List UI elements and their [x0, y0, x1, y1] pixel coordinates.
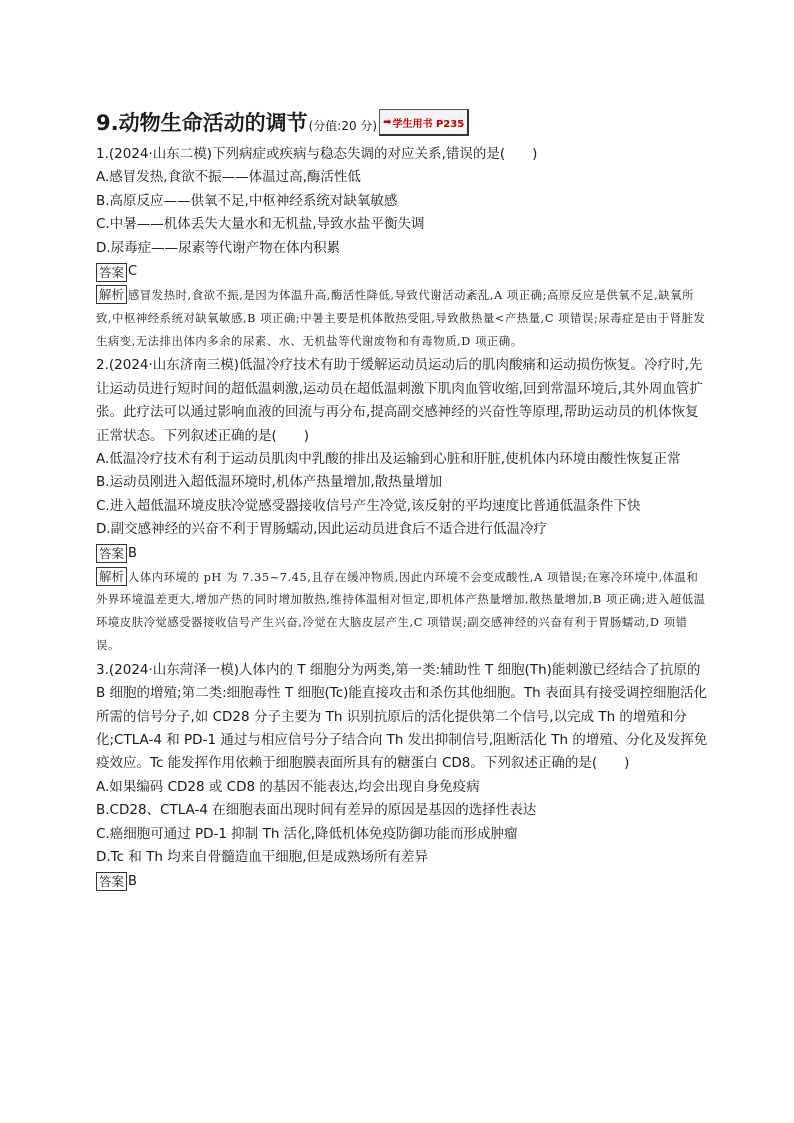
book-reference-button[interactable]: [379, 109, 469, 136]
option-c: C.癌细胞可通过 PD-1 抑制 Th 活化,降低机体免疫防御功能而形成肿瘤: [96, 825, 518, 842]
option-b: B.CD28、CTLA-4 在细胞表面出现时间有差异的原因是基因的选择性表达: [96, 802, 537, 819]
option-c: C.中暑——机体丢失大量水和无机盐,导致水盐平衡失调: [96, 216, 425, 233]
explanation-text: 感冒发热时,食欲不振,是因为体温升高,酶活性降低,导致代谢活动紊乱,A 项正确;高原反应是供氧不足,缺氧所致,中枢神经系统对缺氧敏感,B 项正确;中暑主要是机体散热受阻,导致散热量<产热量,C 项错误;尿毒症是由于肾脏发生病变,无法排出体内多余的尿素、水、无机盐等代谢废物和有毒物质,D 项正确。: [96, 289, 706, 348]
explanation: [96, 285, 708, 353]
option-d: D.Tc 和 Th 均来自骨髓造血干细胞,但是成熟场所有差异: [96, 849, 429, 866]
answer-value: C: [128, 264, 138, 280]
question-2: [96, 354, 708, 657]
answer-row: [96, 543, 708, 565]
answer-value: B: [128, 545, 137, 561]
question-list: [96, 143, 708, 895]
title-row: [96, 106, 469, 136]
explanation-tag: 解析: [96, 567, 127, 586]
explanation: [96, 567, 708, 658]
option-d: D.副交感神经的兴奋不利于胃肠蠕动,因此运动员进食后不适合进行低温冷疗: [96, 521, 547, 538]
answer-value: B: [128, 873, 137, 889]
question-stem: 3.(2024·山东菏泽一模)人体内的 T 细胞分为两类,第一类:辅助性 T 细胞(Th)能刺激已经结合了抗原的 B 细胞的增殖;第二类:细胞毒性 T 细胞(Tc)能直接攻击和杀伤其他细胞。Th 表面具有接受调控细胞活化所需的信号分子,如 CD28 分子主要为 Th 识别抗原后的活化提供第二个信号,以完成 Th 的增殖和分化;CTLA-4 和 PD-1 通过与相应信号分子结合向 Th 发出抑制信号,阻断活化 Th 的增殖、分化及发挥免疫效应。Tc 能发挥作用依赖于细胞膜表面所具有的糖蛋白 CD8。下列叙述正确的是( ): [96, 661, 708, 772]
page-title: 9.动物生命活动的调节: [96, 111, 308, 135]
option-a: A.低温冷疗技术有利于运动员肌肉中乳酸的排出及运输到心脏和肝脏,使机体内环境由酸性恢复正常: [96, 451, 681, 468]
option-a: A.感冒发热,食欲不振——体温过高,酶活性低: [96, 169, 361, 186]
option-d: D.尿毒症——尿素等代谢产物在体内积累: [96, 239, 341, 256]
answer-row: [96, 261, 708, 283]
answer-row: [96, 871, 708, 893]
answer-tag: 答案: [96, 872, 127, 891]
question-1: [96, 143, 708, 353]
score-note: (分值:20 分): [308, 119, 378, 133]
explanation-text: 人体内环境的 pH 为 7.35~7.45,且存在缓冲物质,因此内环境不会变成酸性,A 项错误;在寒冷环境中,体温和外界环境温差更大,增加产热的同时增加散热,维持体温相对恒定,即机体产热量增加,散热量增加,B 项正确;进入超低温环境皮肤冷觉感受器接收信号产生兴奋,冷觉在大脑皮层产生,C 项错误;副交感神经的兴奋有利于胃肠蠕动,D 项错误。: [96, 570, 706, 653]
book-reference-label: 学生用书 P235: [392, 118, 465, 130]
option-b: B.运动员刚进入超低温环境时,机体产热量增加,散热量增加: [96, 474, 443, 491]
answer-tag: 答案: [96, 544, 127, 563]
answer-tag: 答案: [96, 263, 127, 282]
question-3: [96, 659, 708, 893]
explanation-tag: 解析: [96, 285, 127, 304]
question-stem: 2.(2024·山东济南三模)低温冷疗技术有助于缓解运动员运动后的肌肉酸痛和运动损伤恢复。冷疗时,先让运动员进行短时间的超低温刺激,运动员在超低温刺激下肌肉血管收缩,回到常温环境后,其外周血管扩张。此疗法可以通过影响血液的回流与再分布,提高副交感神经的兴奋性等原理,帮助运动员的机体恢复正常状态。下列叙述正确的是( ): [96, 357, 703, 444]
option-c: C.进入超低温环境皮肤冷觉感受器接收信号产生冷觉,该反射的平均速度比普通低温条件下快: [96, 497, 641, 514]
option-b: B.高原反应——供氧不足,中枢神经系统对缺氧敏感: [96, 192, 398, 209]
option-a: A.如果编码 CD28 或 CD8 的基因不能表达,均会出现自身免疫病: [96, 778, 480, 795]
question-stem: 1.(2024·山东二模)下列病症或疾病与稳态失调的对应关系,错误的是( ): [96, 146, 538, 162]
arrow-right-icon: ➡: [383, 116, 392, 128]
